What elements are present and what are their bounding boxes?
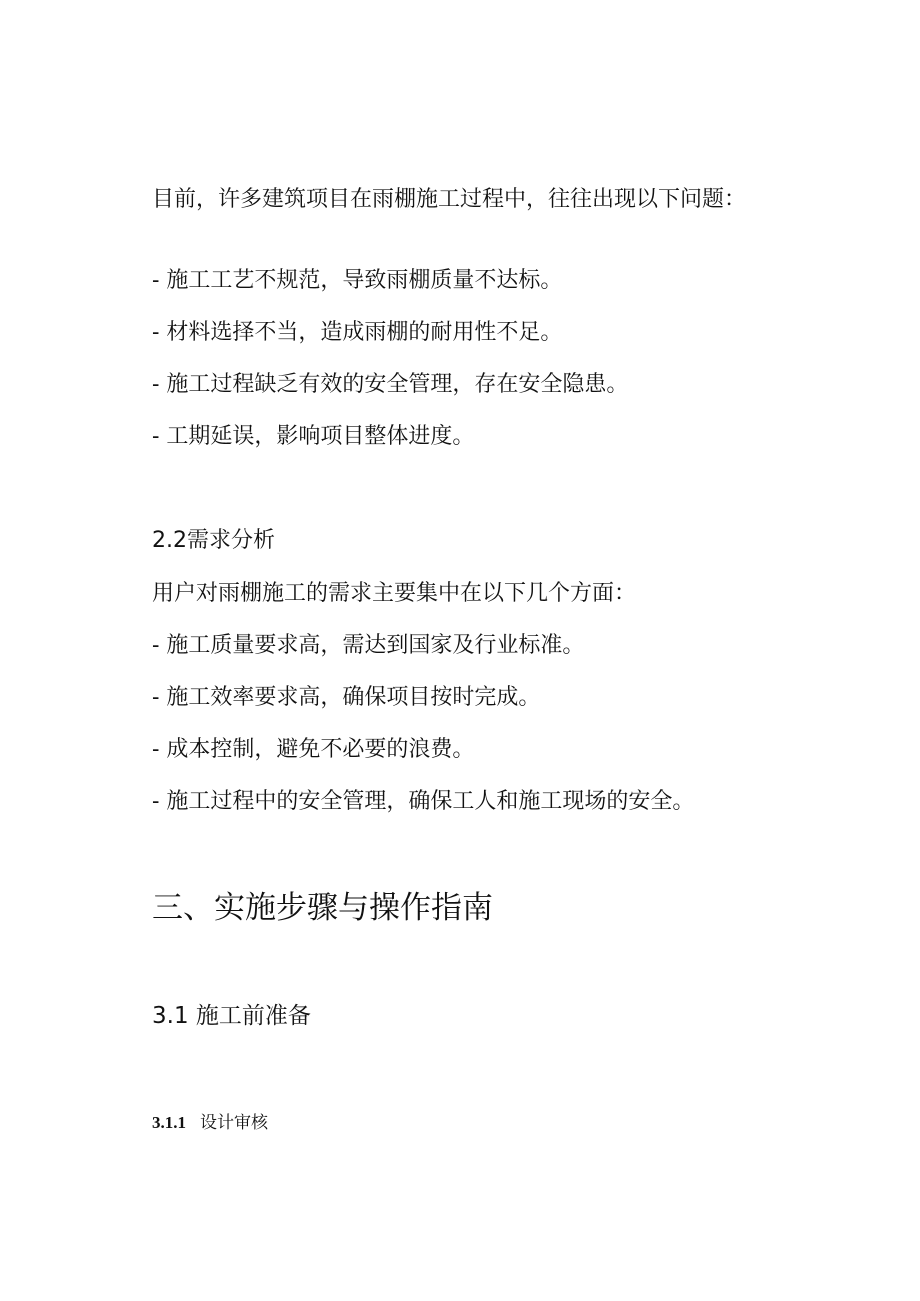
- subsection-number: 3.1.1: [152, 1113, 186, 1132]
- subsection-heading-3-1-1: [152, 1112, 268, 1134]
- intro-paragraph: 目前，许多建筑项目在雨棚施工过程中，往往出现以下问题：: [152, 187, 747, 212]
- requirements-intro: 用户对雨棚施工的需求主要集中在以下几个方面：: [152, 581, 637, 606]
- section-heading-3-1: 3.1 施工前准备: [152, 1003, 311, 1029]
- problem-item: - 施工工艺不规范，导致雨棚质量不达标。: [152, 268, 563, 293]
- requirement-item: - 成本控制，避免不必要的浪费。: [152, 737, 475, 762]
- requirement-item: - 施工质量要求高，需达到国家及行业标准。: [152, 633, 585, 658]
- section-heading-2-2: 2.2需求分析: [152, 528, 275, 553]
- requirement-item: - 施工效率要求高，确保项目按时完成。: [152, 685, 541, 710]
- problem-item: - 工期延误，影响项目整体进度。: [152, 424, 475, 449]
- chapter-heading-3: 三、实施步骤与操作指南: [152, 890, 493, 926]
- problem-item: - 材料选择不当，造成雨棚的耐用性不足。: [152, 320, 563, 345]
- problem-item: - 施工过程缺乏有效的安全管理，存在安全隐患。: [152, 372, 629, 397]
- requirement-item: - 施工过程中的安全管理，确保工人和施工现场的安全。: [152, 789, 695, 814]
- subsection-title: 设计审核: [200, 1113, 268, 1133]
